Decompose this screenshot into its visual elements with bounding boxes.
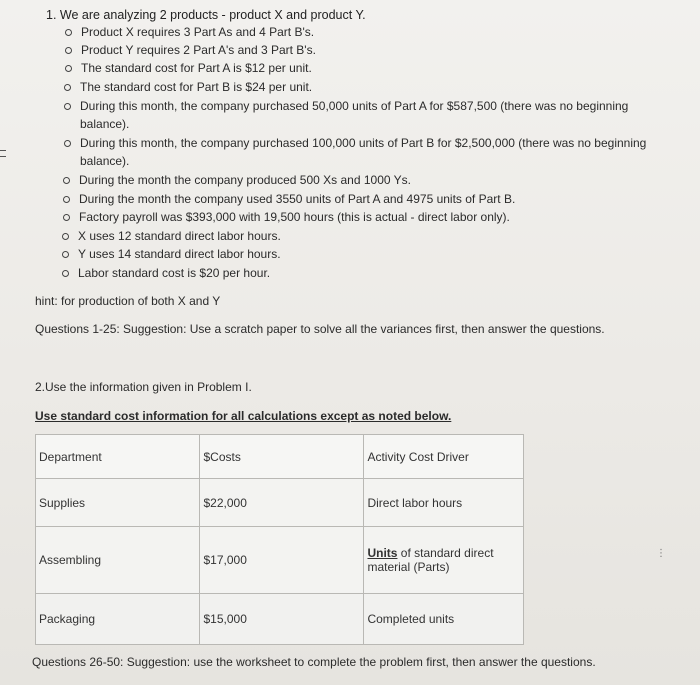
driver-units-word: Units: [367, 546, 398, 560]
cell-department: Assembling: [36, 527, 200, 594]
bullet-icon: [63, 214, 70, 221]
bullet-icon: [64, 140, 71, 147]
table-header-row: [36, 435, 524, 479]
questions-26-50-suggestion: Questions 26-50: Suggestion: use the worksheet to complete the problem first, then answer the questions.: [32, 655, 596, 669]
bullet-icon: [64, 84, 71, 91]
bullet-icon: [65, 65, 72, 72]
header-costs: $Costs: [200, 435, 364, 479]
driver-text-line2: material (Parts): [367, 560, 450, 574]
cell-cost: $17,000: [200, 527, 364, 594]
cell-department: Packaging: [36, 594, 200, 645]
cell-cost: $22,000: [200, 479, 364, 527]
questions-1-25-suggestion: Questions 1-25: Suggestion: Use a scratch paper to solve all the variances first, then answer the questions.: [35, 322, 605, 336]
table-row: [36, 479, 524, 527]
bullet-item: During this month, the company purchased 100,000 units of Part B for $2,500,000 (there was no beginning: [80, 134, 646, 152]
bullet-icon: [62, 270, 69, 277]
table-row: [36, 594, 524, 645]
question-2-title: 2.Use the information given in Problem I.: [35, 380, 252, 394]
bullet-item: X uses 12 standard direct labor hours.: [78, 227, 281, 245]
bullet-icon: [64, 103, 71, 110]
header-department: Department: [36, 435, 200, 479]
bullet-item: During this month, the company purchased 50,000 units of Part A for $587,500 (there was no beginning: [80, 97, 628, 115]
question-1-title: 1. We are analyzing 2 products - product X and product Y.: [46, 8, 366, 22]
margin-mark: [0, 150, 6, 151]
bullet-icon: [65, 29, 72, 36]
margin-mark: [0, 156, 6, 157]
hint-text: hint: for production of both X and Y: [35, 294, 221, 308]
bullet-icon: [62, 233, 69, 240]
bullet-item: The standard cost for Part A is $12 per unit.: [81, 59, 312, 77]
bullet-item: The standard cost for Part B is $24 per unit.: [80, 78, 312, 96]
driver-text: of standard direct: [397, 546, 494, 560]
standard-cost-note: Use standard cost information for all calculations except as noted below.: [35, 409, 452, 423]
table-row: [36, 527, 524, 594]
cell-driver: Completed units: [364, 594, 524, 645]
cell-department: Supplies: [36, 479, 200, 527]
scroll-dots-icon: ⋮: [656, 548, 666, 559]
bullet-icon: [62, 251, 69, 258]
bullet-item: Y uses 14 standard direct labor hours.: [78, 245, 281, 263]
bullet-item: Product Y requires 2 Part A's and 3 Part B's.: [81, 41, 316, 59]
bullet-item: During the month the company used 3550 units of Part A and 4975 units of Part B.: [79, 190, 515, 208]
bullet-icon: [65, 47, 72, 54]
cell-driver: Direct labor hours: [364, 479, 524, 527]
header-driver: Activity Cost Driver: [364, 435, 524, 479]
bullet-item: During the month the company produced 500 Xs and 1000 Ys.: [79, 171, 411, 189]
bullet-icon: [63, 196, 70, 203]
cell-driver: [364, 527, 524, 594]
bullet-icon: [63, 177, 70, 184]
cell-cost: $15,000: [200, 594, 364, 645]
bullet-item: Product X requires 3 Part As and 4 Part B's.: [81, 23, 314, 41]
activity-cost-table: [35, 434, 524, 645]
bullet-item: Labor standard cost is $20 per hour.: [78, 264, 270, 282]
bullet-continuation: balance).: [80, 154, 130, 168]
bullet-continuation: balance).: [80, 117, 130, 131]
bullet-item: Factory payroll was $393,000 with 19,500 hours (this is actual - direct labor only).: [79, 208, 510, 226]
